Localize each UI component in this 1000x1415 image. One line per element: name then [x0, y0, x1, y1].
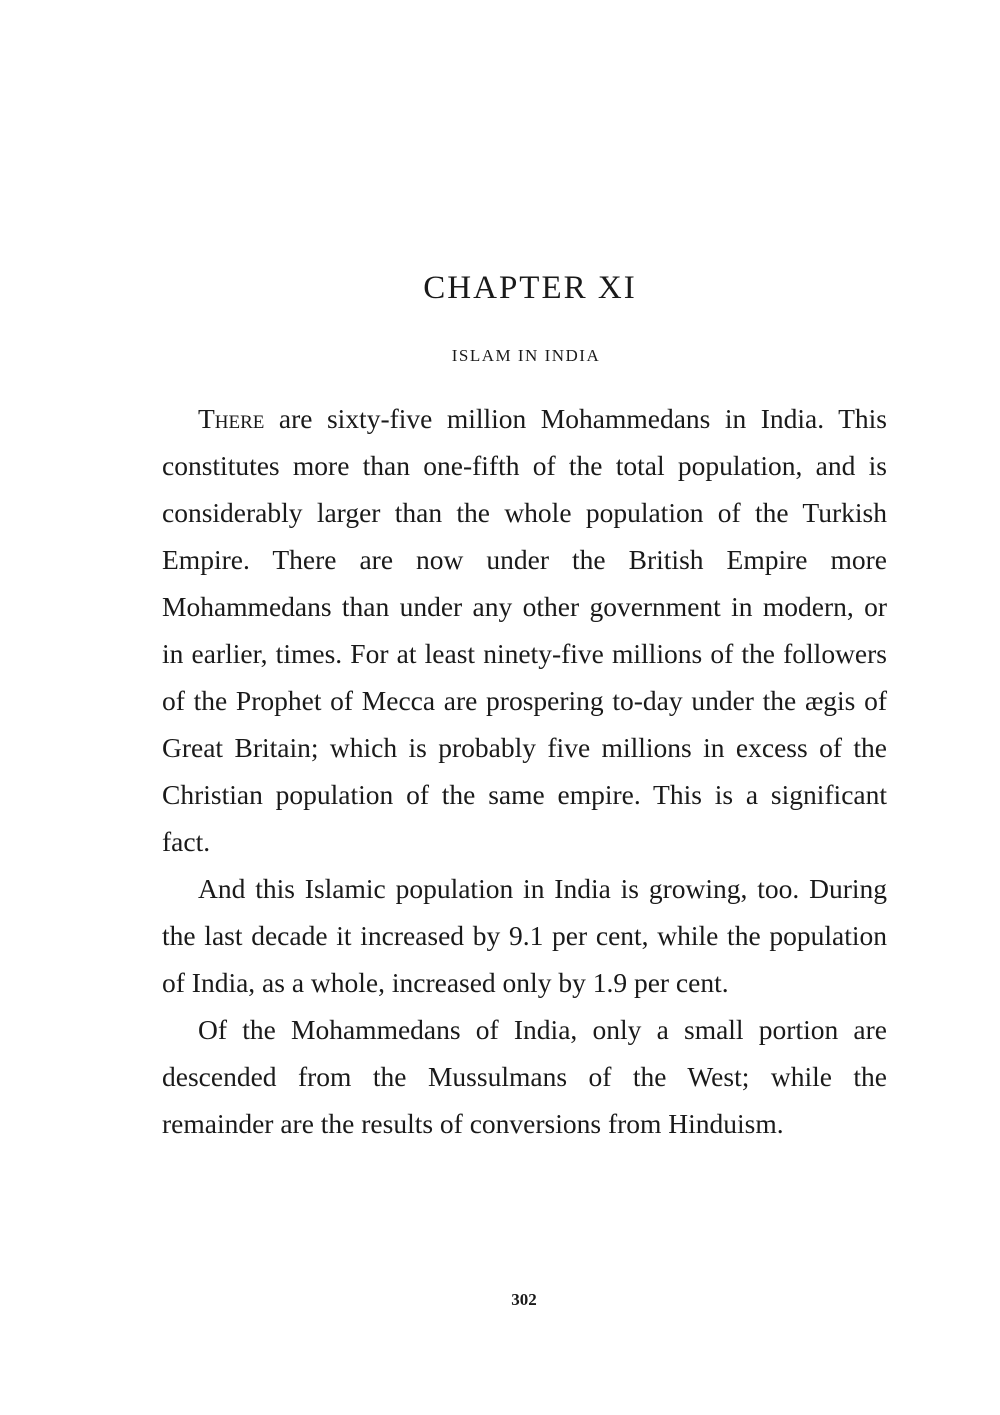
paragraph [162, 395, 887, 865]
chapter-title: CHAPTER XI [423, 270, 637, 306]
chapter-body [162, 395, 887, 1147]
lead-word: There [198, 403, 265, 434]
paragraph: And this Islamic population in India is growing, too. During the last decade it increased by 9.1 per cent, while the population of India, as a whole, increased only by 1.9 per cent. [162, 873, 887, 998]
chapter-subtitle: ISLAM IN INDIA [451, 346, 601, 365]
page-number: 302 [511, 1290, 537, 1309]
paragraph-text: are sixty-five million Mohammedans in India. This constitutes more than one-fifth of the total population, and is considerably larger than the whole population of the Turkish Empire. There are now under the British Empire more Mohammedans than under any other government in modern, or in earlier, times. For at least ninety-five millions of the followers of the Prophet of Mecca are prospering to-day under the ægis of Great Britain; which is probably five millions in excess of the Christian population of the same empire. This is a significant fact. [162, 403, 887, 857]
paragraph: Of the Mohammedans of India, only a small portion are descended from the Mussulmans of the West; while the remainder are the results of conversions from Hinduism. [162, 1014, 887, 1139]
